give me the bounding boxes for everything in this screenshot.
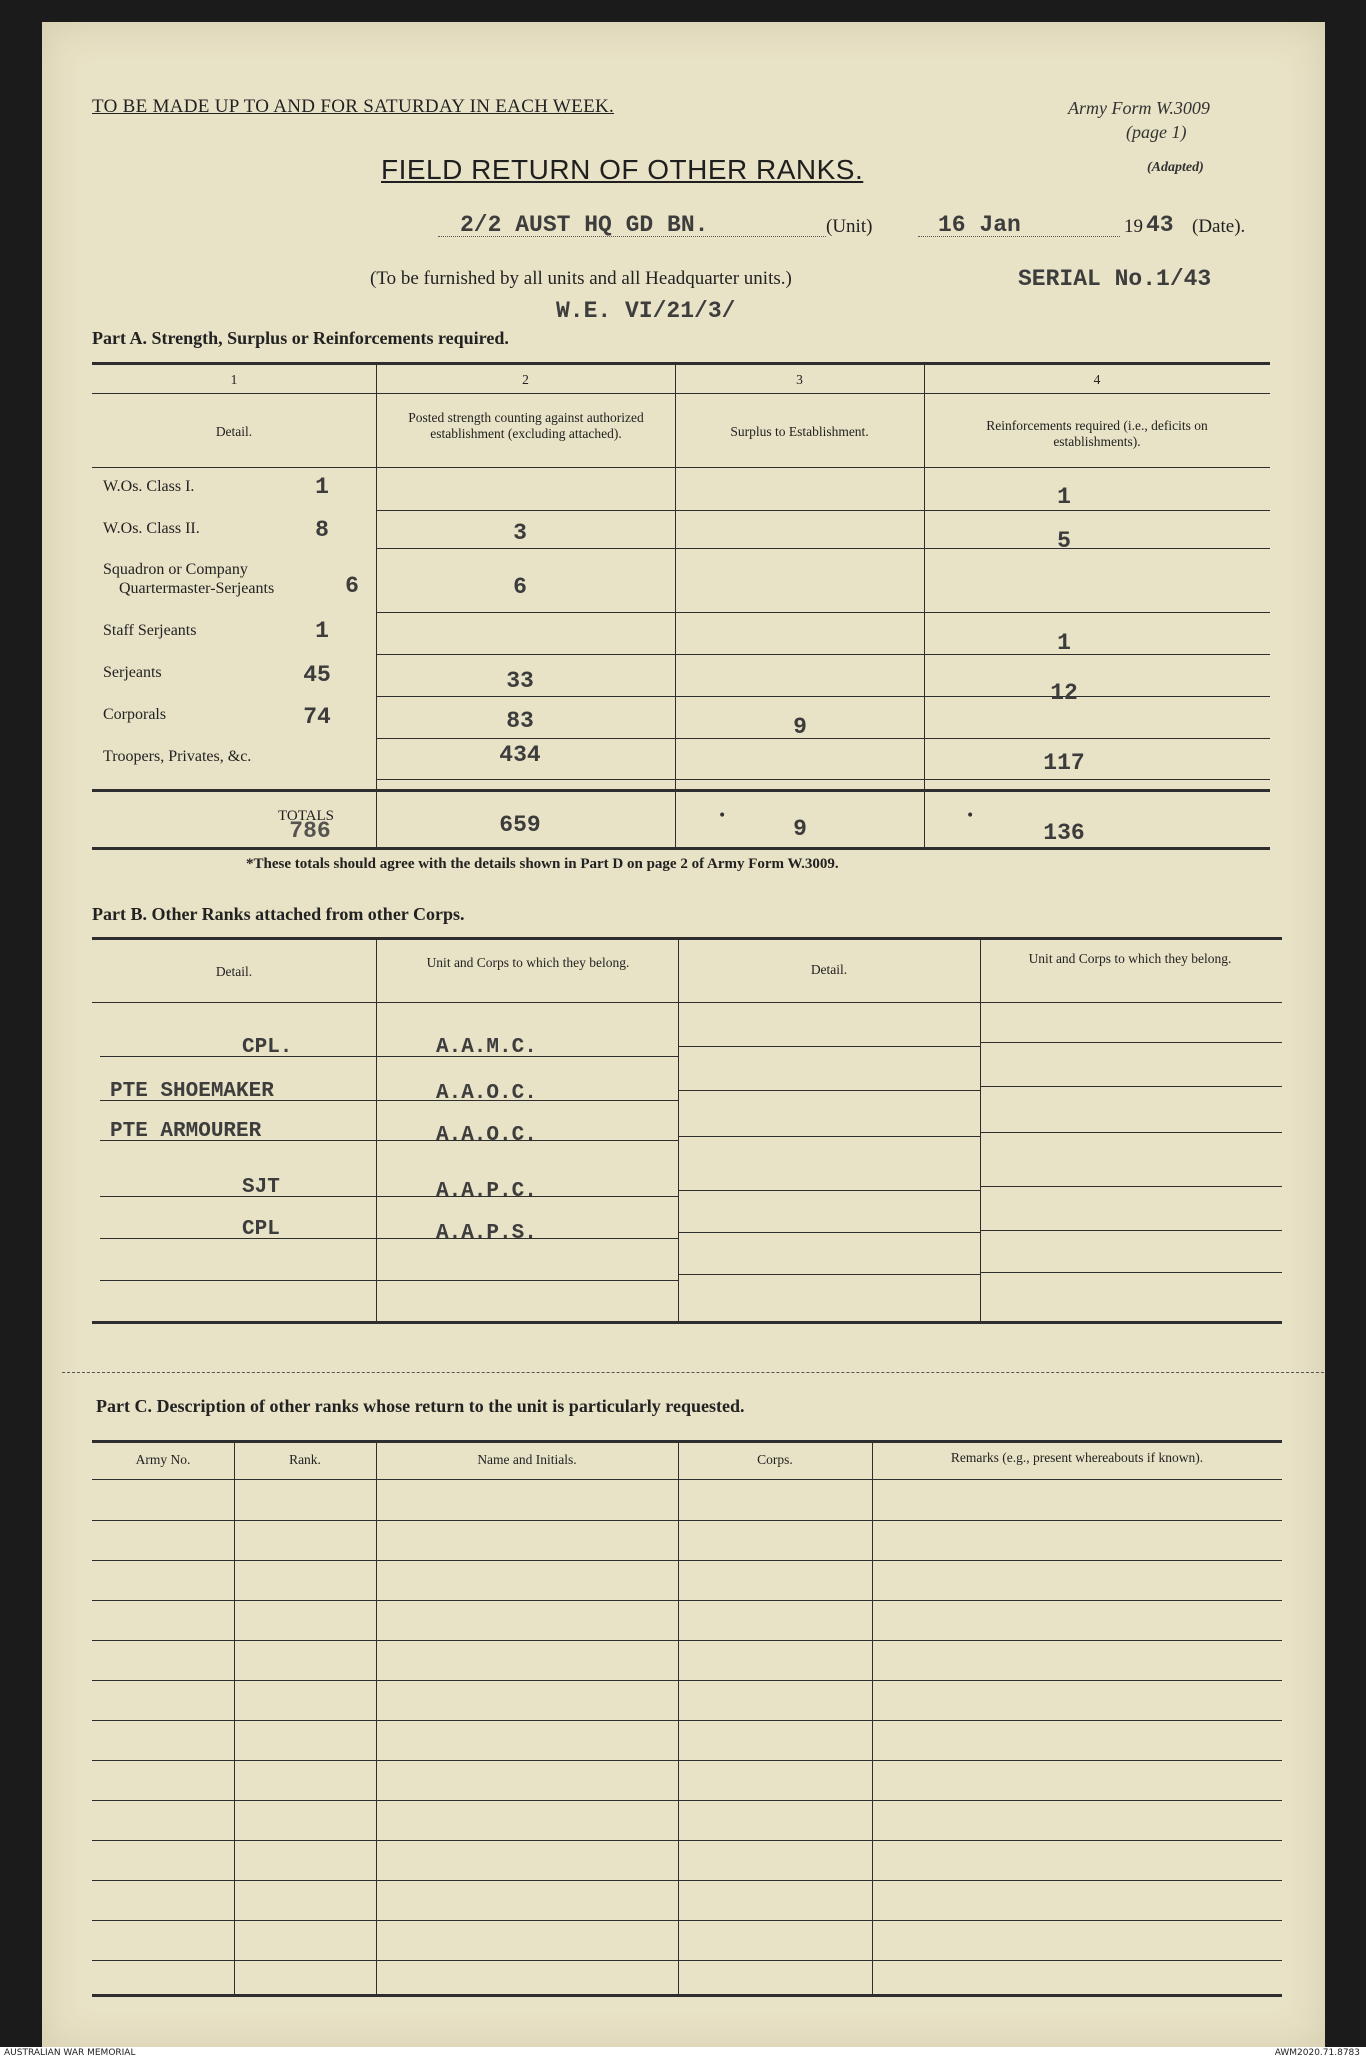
part-b-row-rule — [678, 1190, 980, 1191]
date-label: (Date). — [1192, 216, 1246, 237]
part-b-header-rule — [92, 1002, 1282, 1003]
part-a-row-rule — [376, 548, 675, 549]
totals-surplus: 9 — [793, 816, 807, 842]
part-c-row-rule — [92, 1520, 1282, 1521]
attached-detail: CPL. — [242, 1036, 293, 1059]
part-a-colnum-1: 1 — [230, 372, 238, 387]
part-a-row-rule — [924, 738, 1270, 739]
posted-value: 434 — [499, 742, 541, 768]
part-a-col-divider-3 — [924, 362, 925, 847]
part-a-row-rule — [675, 548, 924, 549]
estab-value: 74 — [303, 704, 331, 730]
part-b-col-divider-1 — [376, 937, 377, 1321]
part-c-col-divider-1 — [234, 1440, 235, 1994]
part-a-row-rule — [924, 779, 1270, 780]
row-label: Troopers, Privates, &c. — [103, 748, 252, 765]
reinf-value: 117 — [1043, 750, 1085, 776]
reinf-value: 12 — [1050, 680, 1078, 706]
posted-value: 33 — [506, 668, 534, 694]
part-b-row-rule — [678, 1136, 980, 1137]
part-b-row-rule — [678, 1274, 980, 1275]
totals-label: TOTALS — [278, 808, 335, 824]
part-a-colnum-3: 3 — [796, 372, 803, 387]
part-a-header-detail: Detail. — [215, 424, 253, 439]
totals-posted: 659 — [499, 812, 541, 838]
attached-corps: A.A.P.S. — [436, 1222, 537, 1245]
attached-detail: CPL — [242, 1218, 280, 1241]
part-a-body-bottom-rule — [92, 789, 1270, 792]
fold-line — [62, 1372, 1324, 1373]
part-b-header-corps-1: Unit and Corps to which they belong. — [426, 955, 630, 970]
part-c-row-rule — [92, 1680, 1282, 1681]
part-a-row-rule — [675, 612, 924, 613]
estab-value: 1 — [315, 618, 329, 644]
posted-value: 83 — [506, 708, 534, 734]
we-reference: W.E. VI/21/3/ — [556, 298, 736, 324]
part-a-footnote: *These totals should agree with the details shown in Part D on page 2 of Army Form W.3009. — [246, 856, 839, 872]
part-c-col-divider-3 — [678, 1440, 679, 1994]
part-b-bottom-rule — [92, 1321, 1282, 1324]
part-b-header-detail-2: Detail. — [810, 962, 848, 977]
part-c-header-remarks: Remarks (e.g., present whereabouts if known). — [950, 1450, 1204, 1465]
part-c-row-rule — [92, 1800, 1282, 1801]
part-b-row-rule — [100, 1056, 376, 1057]
row-label: Corporals — [103, 706, 167, 723]
part-a-col-divider-1 — [376, 362, 377, 847]
attached-detail: SJT — [242, 1176, 280, 1199]
page-title: FIELD RETURN OF OTHER RANKS. — [381, 154, 864, 185]
estab-value: 8 — [315, 517, 329, 543]
part-c-header-rule — [92, 1479, 1282, 1480]
totals-reinf: 136 — [1043, 820, 1085, 846]
date-day: 16 Jan — [938, 212, 1021, 238]
year-suffix: 43 — [1146, 212, 1174, 238]
attached-corps: A.A.O.C. — [436, 1082, 537, 1105]
estab-value: 45 — [303, 662, 331, 688]
part-b-row-rule — [980, 1132, 1282, 1133]
attached-corps: A.A.M.C. — [436, 1036, 537, 1059]
part-c-row-rule — [92, 1920, 1282, 1921]
archive-name: AUSTRALIAN WAR MEMORIAL — [4, 2048, 136, 2058]
part-c-row-rule — [92, 1760, 1282, 1761]
part-c-row-rule — [92, 1880, 1282, 1881]
part-b-row-rule — [980, 1042, 1282, 1043]
reinf-value: 1 — [1057, 484, 1071, 510]
part-a-title: Part A. Strength, Surplus or Reinforcements required. — [92, 328, 509, 348]
part-b-row-rule — [100, 1238, 376, 1239]
part-b-header-detail-1: Detail. — [215, 964, 253, 979]
page-label: (page 1) — [1126, 122, 1187, 142]
part-b-row-rule — [980, 1186, 1282, 1187]
posted-value: 3 — [513, 520, 527, 546]
part-a-row-rule — [376, 696, 675, 697]
part-c-top-rule — [92, 1440, 1282, 1443]
row-label-line2: Quartermaster-Serjeants — [119, 580, 275, 597]
part-b-row-rule — [980, 1230, 1282, 1231]
part-b-row-rule — [678, 1232, 980, 1233]
row-label: Serjeants — [103, 664, 162, 681]
part-b-row-rule — [980, 1272, 1282, 1273]
attached-detail: PTE ARMOURER — [110, 1120, 262, 1143]
part-a-row-rule — [924, 612, 1270, 613]
part-c-header-army-no: Army No. — [135, 1452, 191, 1467]
estab-value: 6 — [345, 573, 359, 599]
reinf-value: 5 — [1057, 528, 1071, 554]
attached-detail: PTE SHOEMAKER — [110, 1080, 274, 1103]
serial-number: SERIAL No.1/43 — [1018, 266, 1212, 292]
part-a-totals-rule — [92, 847, 1270, 850]
part-a-header-posted: Posted strength counting against authorized establishment (excluding attached). — [408, 410, 644, 441]
part-a-row-rule — [376, 779, 675, 780]
part-a-row-rule — [924, 510, 1270, 511]
part-c-col-divider-2 — [376, 1440, 377, 1994]
archive-reference: AWM2020.71.8783 — [1274, 2048, 1360, 2058]
part-b-col-divider-2 — [678, 937, 679, 1321]
unit-label: (Unit) — [826, 216, 873, 237]
surplus-value: 9 — [793, 714, 807, 740]
part-c-header-rank: Rank. — [289, 1452, 321, 1467]
part-c-row-rule — [92, 1960, 1282, 1961]
part-a-header-surplus: Surplus to Establishment. — [730, 424, 869, 439]
estab-value: 1 — [315, 474, 329, 500]
row-label: W.Os. Class I. — [103, 478, 195, 495]
part-a-row-rule — [675, 779, 924, 780]
part-b-col-divider-3 — [980, 937, 981, 1321]
part-a-colnum-2: 2 — [522, 372, 529, 387]
row-label: W.Os. Class II. — [103, 520, 200, 537]
attached-corps: A.A.P.C. — [436, 1180, 537, 1203]
part-b-title: Part B. Other Ranks attached from other Corps. — [92, 904, 465, 924]
part-b-top-rule — [92, 937, 1282, 940]
adapted-label: (Adapted) — [1147, 160, 1204, 175]
part-a-row-rule — [675, 696, 924, 697]
part-b-row-rule — [100, 1196, 376, 1197]
part-b-row-rule — [376, 1280, 678, 1281]
part-a-row-rule — [675, 510, 924, 511]
unit-value: 2/2 AUST HQ GD BN. — [460, 212, 709, 238]
attached-corps: A.A.O.C. — [436, 1124, 537, 1147]
part-b-row-rule — [678, 1046, 980, 1047]
part-a-top-rule — [92, 362, 1270, 365]
year-prefix: 19 — [1124, 216, 1143, 237]
part-c-title: Part C. Description of other ranks whose return to the unit is particularly requested. — [96, 1396, 745, 1416]
part-a-row-rule — [376, 510, 675, 511]
part-a-row-rule — [376, 738, 675, 739]
furnish-note: (To be furnished by all units and all Headquarter units.) — [370, 268, 792, 289]
part-c-row-rule — [92, 1720, 1282, 1721]
part-a-row-rule — [376, 654, 675, 655]
part-c-row-rule — [92, 1560, 1282, 1561]
form-number: Army Form W.3009 — [1068, 98, 1210, 118]
part-a-row-rule — [376, 612, 675, 613]
posted-value: 6 — [513, 574, 527, 600]
part-c-header-corps: Corps. — [757, 1452, 793, 1467]
totals-estab: 786 — [289, 818, 331, 844]
row-label: Staff Serjeants — [103, 622, 197, 639]
part-c-row-rule — [92, 1840, 1282, 1841]
part-c-bottom-rule — [92, 1994, 1282, 1997]
part-a-colnum-rule — [92, 393, 1270, 394]
part-c-row-rule — [92, 1600, 1282, 1601]
part-c-header-name: Name and Initials. — [477, 1452, 577, 1467]
part-a-colnum-4: 4 — [1093, 372, 1101, 387]
archive-footer — [0, 2047, 1366, 2061]
part-a-header-reinforcements: Reinforcements required (i.e., deficits on establishments). — [986, 418, 1208, 449]
part-b-row-rule — [678, 1090, 980, 1091]
part-c-col-divider-4 — [872, 1440, 873, 1994]
part-a-row-rule — [675, 654, 924, 655]
top-note: TO BE MADE UP TO AND FOR SATURDAY IN EACH WEEK. — [92, 96, 615, 117]
row-label: Squadron or Company — [103, 561, 248, 578]
part-a-header-rule — [92, 467, 1270, 468]
reinf-value: 1 — [1057, 630, 1071, 656]
part-c-row-rule — [92, 1640, 1282, 1641]
totals-asterisk-reinf: • — [966, 808, 975, 824]
part-b-row-rule — [980, 1086, 1282, 1087]
part-b-row-rule — [100, 1280, 376, 1281]
totals-asterisk-surplus: • — [718, 808, 727, 824]
part-b-header-corps-2: Unit and Corps to which they belong. — [1028, 951, 1232, 966]
